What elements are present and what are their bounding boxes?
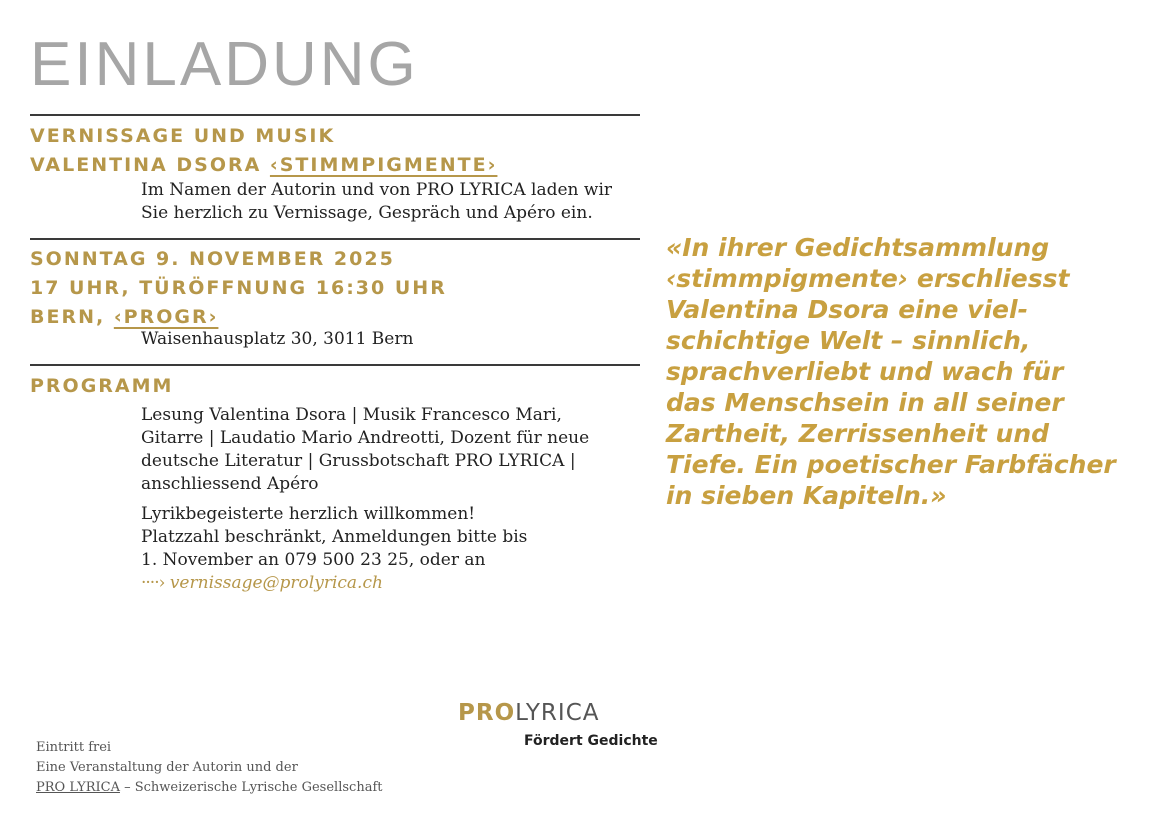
event-city: BERN, [30,306,114,328]
invitation-text [141,179,612,225]
welcome-line: Lyrikbegeisterte herzlich willkommen! [141,504,476,524]
venue-link[interactable]: ‹PROGR› [113,306,219,328]
welcome-line: Platzzahl beschränkt, Anmeldungen bitte bis [141,527,528,547]
logo-pro: PRO [458,700,516,726]
welcome-text [141,503,527,595]
quote-line: das Menschsein in all seiner [666,388,1064,417]
footer-line [36,778,382,798]
divider [30,364,640,366]
divider [30,238,640,240]
event-address: Waisenhausplatz 30, 3011 Bern [141,329,414,349]
invitation-text-line: Sie herzlich zu Vernissage, Gespräch und Apéro ein. [141,203,593,223]
programm-text [141,404,589,496]
vernissage-line1: VERNISSAGE UND MUSIK [30,125,336,147]
book-title-link[interactable]: ‹STIMMPIGMENTE› [269,154,498,176]
event-details [30,245,447,332]
divider [30,114,640,116]
programm-line: Lesung Valentina Dsora | Musik Francesco Mari, [141,405,562,425]
quote-block [666,232,1146,511]
author-name: VALENTINA DSORA [30,154,270,176]
quote-line: in sieben Kapiteln.» [666,481,947,510]
arrow-right-icon: ····› [141,573,165,593]
logo-lyrica: LYRICA [515,700,600,726]
quote-line: Valentina Dsora eine viel- [666,295,1028,324]
page-title: EINLADUNG [30,30,419,99]
logo-tagline: Fördert Gedichte [524,733,658,749]
vernissage-line2 [30,151,497,180]
quote-line: «In ihrer Gedichtsammlung [666,233,1050,262]
programm-line: Gitarre | Laudatio Mario Andreotti, Dozent für neue [141,428,590,448]
event-date: SONNTAG 9. NOVEMBER 2025 [30,248,395,270]
quote-line: Tiefe. Ein poetischer Farbfächer [666,450,1116,479]
footer-line: Eine Veranstaltung der Autorin und der [36,760,298,775]
footer-line: Eintritt frei [36,740,112,755]
footer [36,738,382,798]
footer-society: – Schweizerische Lyrische Gesellschaft [119,780,383,795]
vernissage-heading [30,122,497,180]
quote-line: ‹stimmpigmente› erschliesst [666,264,1070,293]
event-time: 17 UHR, TÜRÖFFNUNG 16:30 UHR [30,277,447,299]
invitation-text-line: Im Namen der Autorin und von PRO LYRICA laden wir [141,180,613,200]
programm-line: deutsche Literatur | Grussbotschaft PRO LYRICA | [141,451,576,471]
pro-lyrica-logo [458,700,600,726]
programm-heading: PROGRAMM [30,375,174,397]
footer-pro-lyrica-link[interactable]: PRO LYRICA [36,780,120,795]
email-line [141,572,527,595]
email-link[interactable]: vernissage@prolyrica.ch [169,573,383,593]
quote-line: Zartheit, Zerrissenheit und [666,419,1050,448]
welcome-line: 1. November an 079 500 23 25, oder an [141,550,486,570]
quote-line: schichtige Welt – sinnlich, [666,326,1031,355]
programm-line: anschliessend Apéro [141,474,319,494]
quote-line: sprachverliebt und wach für [666,357,1064,386]
